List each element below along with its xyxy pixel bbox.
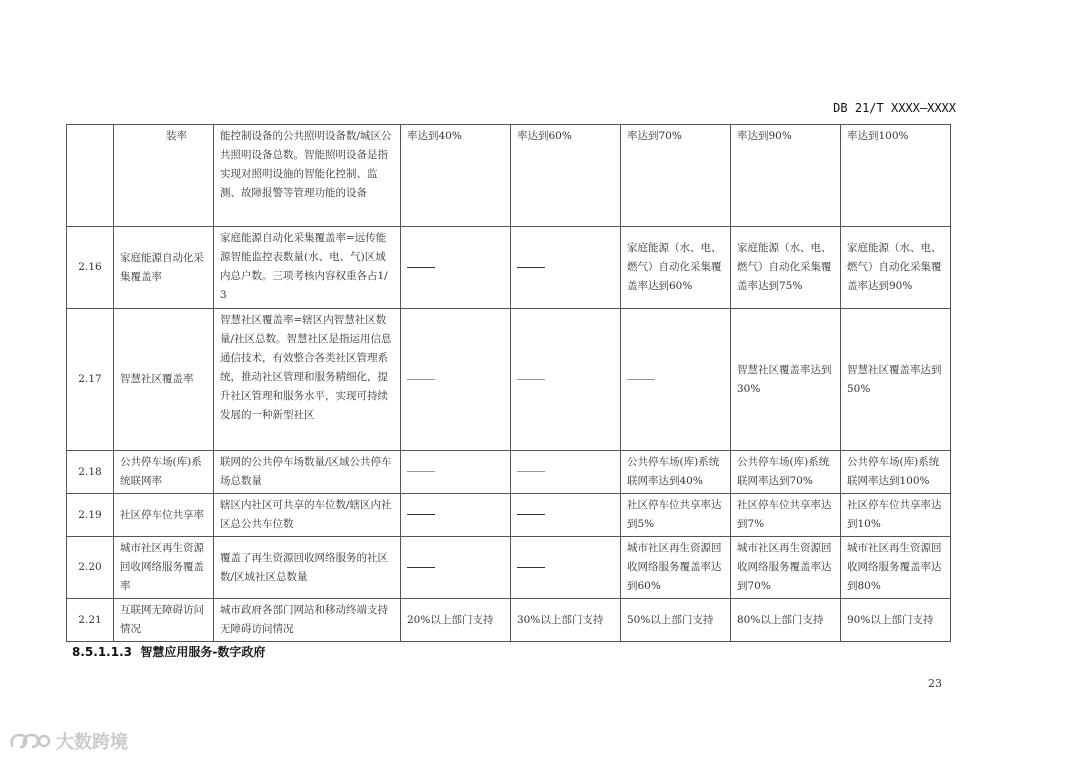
indicator-table (66, 124, 951, 642)
indicator-name: 城市社区再生资源回收网络服务覆盖率 (114, 537, 214, 599)
dash-mark (407, 267, 435, 268)
level-cell-empty (401, 494, 511, 537)
level-cell: 率达到70% (621, 125, 731, 227)
watermark (8, 728, 128, 754)
indicator-name: 公共停车场(库)系统联网率 (114, 451, 214, 494)
indicator-definition: 城市政府各部门网站和移动终端支持无障碍访问情况 (214, 599, 401, 642)
level-cell: 率达到60% (511, 125, 621, 227)
level-cell-empty (511, 227, 621, 309)
level-cell-empty (401, 451, 511, 494)
level-cell: 智慧社区覆盖率达到30% (731, 309, 841, 451)
table-row (67, 451, 951, 494)
dash-mark (407, 567, 435, 568)
level-cell: 城市社区再生资源回收网络服务覆盖率达到80% (841, 537, 951, 599)
level-cell: 公共停车场(库)系统联网率达到40% (621, 451, 731, 494)
dash-mark (627, 379, 655, 380)
table-row (67, 227, 951, 309)
level-cell: 20%以上部门支持 (401, 599, 511, 642)
row-number: 2.20 (67, 537, 114, 599)
page-number: 23 (928, 677, 942, 690)
indicator-definition: 能控制设备的公共照明设备数/城区公共照明设备总数。智能照明设备是指实现对照明设施的智能化控制、监测、故障报警等管理功能的设备 (214, 125, 401, 227)
level-cell-empty (511, 537, 621, 599)
row-number: 2.17 (67, 309, 114, 451)
table-row (67, 494, 951, 537)
row-number (67, 125, 114, 227)
level-cell: 社区停车位共享率达到10% (841, 494, 951, 537)
level-cell-empty (401, 309, 511, 451)
indicator-definition: 辖区内社区可共享的车位数/辖区内社区总公共车位数 (214, 494, 401, 537)
dash-mark (517, 379, 545, 380)
indicator-name: 互联网无障碍访问情况 (114, 599, 214, 642)
level-cell: 家庭能源（水、电、燃气）自动化采集覆盖率达到75% (731, 227, 841, 309)
level-cell-empty (401, 227, 511, 309)
level-cell: 30%以上部门支持 (511, 599, 621, 642)
level-cell: 公共停车场(库)系统联网率达到70% (731, 451, 841, 494)
indicator-definition: 联网的公共停车场数量/区域公共停车场总数量 (214, 451, 401, 494)
indicator-name: 社区停车位共享率 (114, 494, 214, 537)
level-cell: 率达到100% (841, 125, 951, 227)
level-cell: 80%以上部门支持 (731, 599, 841, 642)
level-cell: 率达到90% (731, 125, 841, 227)
level-cell: 50%以上部门支持 (621, 599, 731, 642)
dash-mark (407, 514, 435, 515)
level-cell-empty (511, 494, 621, 537)
level-cell: 率达到40% (401, 125, 511, 227)
indicator-name: 智慧社区覆盖率 (114, 309, 214, 451)
level-cell: 公共停车场(库)系统联网率达到100% (841, 451, 951, 494)
dash-mark (407, 379, 435, 380)
level-cell: 城市社区再生资源回收网络服务覆盖率达到70% (731, 537, 841, 599)
indicator-name: 家庭能源自动化采集覆盖率 (114, 227, 214, 309)
dash-mark (517, 267, 545, 268)
level-cell: 家庭能源（水、电、燃气）自动化采集覆盖率达到90% (841, 227, 951, 309)
table-row (67, 309, 951, 451)
level-cell-empty (401, 537, 511, 599)
indicator-definition: 智慧社区覆盖率=辖区内智慧社区数量/社区总数。智慧社区是指运用信息通信技术，有效整合各类社区管理系统，推动社区管理和服务精细化，提升社区管理和服务水平，实现可持续发展的一种新型社区 (214, 309, 401, 451)
level-cell: 社区停车位共享率达到7% (731, 494, 841, 537)
row-number: 2.21 (67, 599, 114, 642)
dash-mark (517, 567, 545, 568)
level-cell: 智慧社区覆盖率达到50% (841, 309, 951, 451)
level-cell: 90%以上部门支持 (841, 599, 951, 642)
level-cell: 社区停车位共享率达到5% (621, 494, 731, 537)
level-cell: 城市社区再生资源回收网络服务覆盖率达到60% (621, 537, 731, 599)
level-cell-empty (511, 309, 621, 451)
indicator-definition: 家庭能源自动化采集覆盖率=远传能源智能监控表数量(水、电、气)区域内总户数。三项考核内容权重各占1/3 (214, 227, 401, 309)
table-row (67, 599, 951, 642)
row-number: 2.18 (67, 451, 114, 494)
row-number: 2.19 (67, 494, 114, 537)
table-row (67, 537, 951, 599)
dash-mark (407, 471, 435, 472)
dash-mark (517, 514, 545, 515)
dash-mark (517, 471, 545, 472)
watermark-text: 大数跨境 (56, 732, 128, 753)
table-row (67, 125, 951, 227)
indicator-name: 装率 (114, 125, 214, 227)
section-heading: 8.5.1.1.3 智慧应用服务-数字政府 (72, 645, 266, 659)
level-cell-empty (621, 309, 731, 451)
row-number: 2.16 (67, 227, 114, 309)
brand-logo-icon (8, 729, 52, 753)
level-cell: 家庭能源（水、电、燃气）自动化采集覆盖率达到60% (621, 227, 731, 309)
indicator-definition: 覆盖了再生资源回收网络服务的社区数/区域社区总数量 (214, 537, 401, 599)
document-code: DB 21/T XXXX—XXXX (833, 101, 956, 115)
level-cell-empty (511, 451, 621, 494)
